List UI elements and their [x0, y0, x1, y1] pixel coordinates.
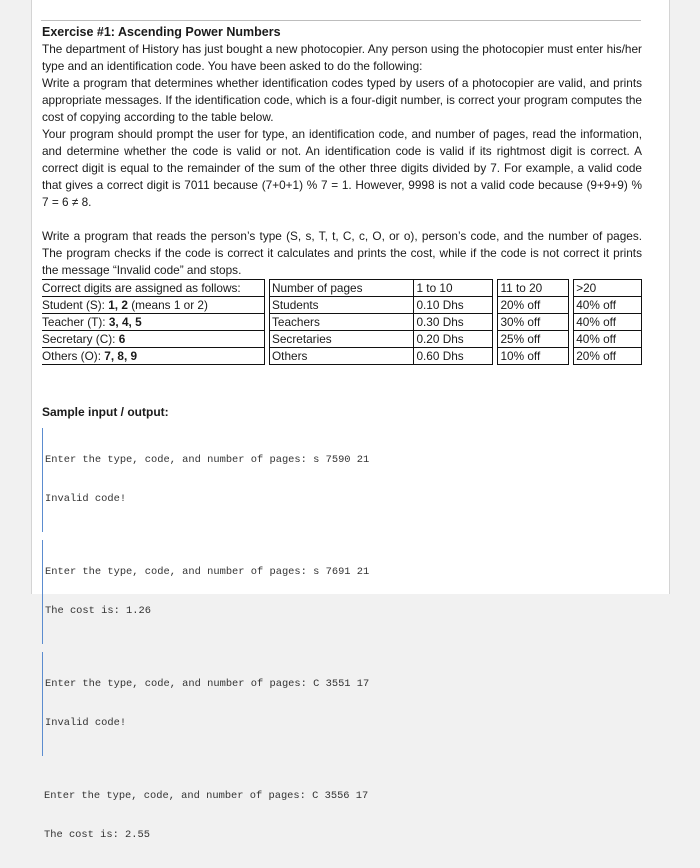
- sample-result: The cost is: 2.55: [44, 829, 151, 841]
- table-cell: 20% off: [574, 348, 642, 365]
- codes-heading: Correct digits are assigned as follows:: [42, 280, 265, 297]
- code-student: Student (S): 1, 2 (means 1 or 2): [42, 297, 265, 314]
- table-cell: 10% off: [498, 348, 569, 365]
- paragraph-task: Write a program that determines whether identification codes typed by users of a photocopier are valid, and prints appropriate messages. If the identification code, which is a four-digit number, is correct your program computes the cost of copying according to the table below.: [42, 76, 642, 124]
- code-others: Others (O): 7, 8, 9: [42, 348, 265, 365]
- table-row: [42, 280, 642, 297]
- sample-session: [42, 540, 642, 644]
- table-row: [42, 314, 642, 331]
- codes-and-cost-table: [42, 279, 642, 365]
- paragraph-validation: Your program should prompt the user for type, an identification code, and number of pages, read the information, and determine whether the code is valid or not. An identification code is valid if its rightmost digit is correct. A correct digit is equal to the remainder of the sum of the other three digits divided by 7. For example, a valid code that gives a correct digit is 7011 because (7+0+1) % 7 = 1. However, 9998 is not a valid code because (9+9+9) % 7 = 6 ≠ 8.: [42, 127, 642, 209]
- header-rule: [41, 20, 641, 21]
- sample-result: Invalid code!: [45, 717, 127, 729]
- code-teacher: Teacher (T): 3, 4, 5: [42, 314, 265, 331]
- paragraph-intro: The department of History has just bought a new photocopier. Any person using the photocopier must enter his/her type and an identification code. You have been asked to do the following:: [42, 42, 642, 73]
- sample-session: [42, 652, 642, 756]
- table-cell: 25% off: [498, 331, 569, 348]
- table-cell: 30% off: [498, 314, 569, 331]
- table-cell: 20% off: [498, 297, 569, 314]
- table-cell: Others: [270, 348, 414, 365]
- paragraph-requirements: Write a program that reads the person’s type (S, s, T, t, C, c, O, or o), person’s code, and the number of pages. The program checks if the code is correct it calculates and prints the cost, while if the code is not correct it prints the message “Invalid code” and stops.: [42, 229, 642, 277]
- document-content: [42, 24, 642, 868]
- cost-header-cell: 1 to 10: [414, 280, 493, 297]
- sample-prompt: Enter the type, code, and number of pages: C 3551 17: [45, 678, 370, 690]
- sample-session: [42, 428, 642, 532]
- cost-header-cell: >20: [574, 280, 642, 297]
- table-cell: 40% off: [574, 297, 642, 314]
- code-secretary: Secretary (C): 6: [42, 331, 265, 348]
- sample-prompt: Enter the type, code, and number of pages: s 7691 21: [45, 566, 370, 578]
- exercise-title: Exercise #1: Ascending Power Numbers: [42, 25, 281, 39]
- sample-prompt: Enter the type, code, and number of pages: C 3556 17: [44, 790, 369, 802]
- table-cell: 40% off: [574, 314, 642, 331]
- sample-result: Invalid code!: [45, 493, 127, 505]
- sample-session: [42, 764, 642, 868]
- cost-header-cell: 11 to 20: [498, 280, 569, 297]
- sample-prompt: Enter the type, code, and number of pages: s 7590 21: [45, 454, 370, 466]
- table-cell: Secretaries: [270, 331, 414, 348]
- cost-header-cell: Number of pages: [270, 280, 414, 297]
- sample-title: Sample input / output:: [42, 405, 169, 419]
- table-row: [42, 331, 642, 348]
- table-row: [42, 297, 642, 314]
- table-cell: 0.20 Dhs: [414, 331, 493, 348]
- table-cell: Teachers: [270, 314, 414, 331]
- table-cell: Students: [270, 297, 414, 314]
- table-cell: 40% off: [574, 331, 642, 348]
- sample-result: The cost is: 1.26: [45, 605, 152, 617]
- table-cell: 0.30 Dhs: [414, 314, 493, 331]
- table-cell: 0.60 Dhs: [414, 348, 493, 365]
- table-cell: 0.10 Dhs: [414, 297, 493, 314]
- table-row: [42, 348, 642, 365]
